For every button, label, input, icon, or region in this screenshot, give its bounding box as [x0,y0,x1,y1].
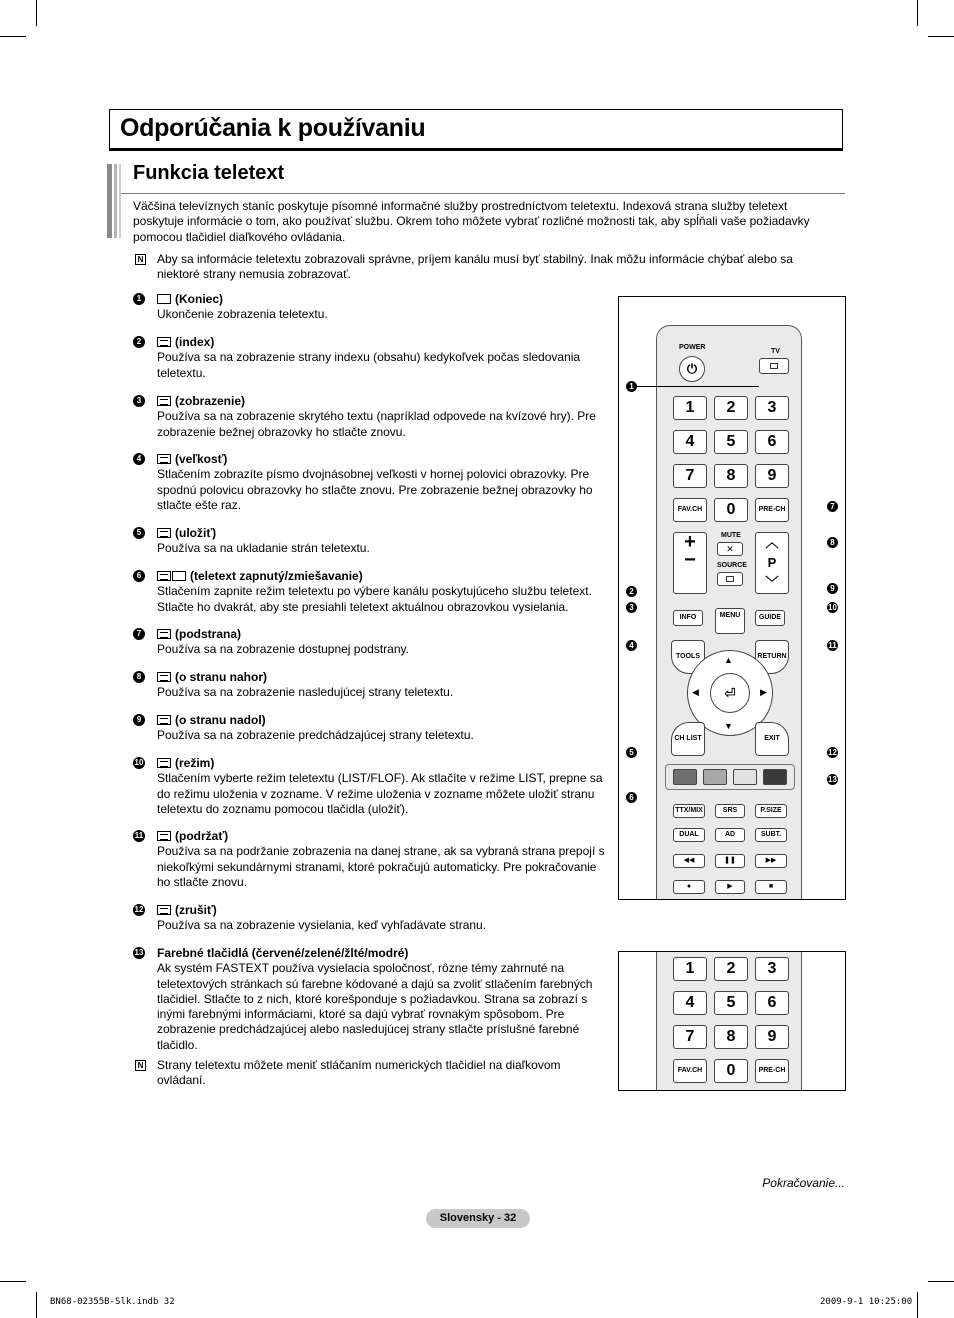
section-marker [107,164,121,238]
callout-marker: 1 [626,381,637,392]
crop-mark [36,0,37,26]
guide-button[interactable]: GUIDE [755,610,785,626]
item-heading: (o stranu nahor) [175,670,267,684]
left-arrow-icon[interactable]: ◀ [692,687,699,697]
item-heading: (zrušiť) [175,903,217,917]
item-description: Používa sa na zobrazenie dostupnej podstrany. [157,642,409,657]
section-divider [121,193,845,194]
item-number: 10 [134,758,144,767]
exit-button[interactable]: EXIT [755,722,789,756]
return-button[interactable]: RETURN [755,640,789,674]
menu-button[interactable]: MENU [715,608,745,634]
digit-8-button[interactable]: 8 [714,1025,748,1049]
item-heading: (index) [175,335,215,349]
item-description: Používa sa na zobrazenie skrytého textu (napríklad odpovede na kvízové hry). Pre zobrazenie bežnej obrazovky ho stlačte znovu. [157,409,596,439]
record-button[interactable]: ● [673,880,705,894]
mix-icon [172,571,186,581]
crop-mark [917,1292,918,1318]
remote-illustration [618,296,846,900]
continue-label: Pokračovanie... [762,1176,845,1190]
item-heading: (režim) [175,756,215,770]
print-file-info: BN68-02355B-Slk.indb 32 [50,1297,175,1307]
item-description: Používa sa na podržanie zobrazenia na danej strane, ak sa vybraná strana prepojí s niekoľkými sekundárnymi stranami, ktoré pokračujú automaticky. Pre pokračovanie ho stlačte znovu. [157,844,605,889]
item-description: Používa sa na ukladanie strán teletextu. [157,541,370,556]
callout-marker: 7 [827,501,838,512]
item-description: Používa sa na zobrazenie vysielania, keď vyhľadávate stranu. [157,918,487,933]
page-number-badge: Slovensky - 32 [426,1209,530,1228]
digit-2-button[interactable]: 2 [714,957,748,981]
callout-marker: 9 [827,583,838,594]
item-description: Ak systém FASTEXT používa vysielacia spoločnosť, rôzne témy zahrnuté na teletextových stránkach sú farebne kódované a dajú sa zvoliť stlačením farebných tlačidiel. Stlačte to z nich, ktoré korešponduje s požiadavkou. Strana sa zobrazí s inými farebnými informáciami, ktoré sa dajú vybrať rovnakým spôsobom. Pre zobrazenie predchádzajúcej alebo nasledujúcej strany stlačte príslušné farebné tlačidlo. [157,961,593,1052]
callout-marker: 2 [626,586,637,597]
stop-button[interactable]: ■ [755,880,787,894]
callout-marker: 6 [626,792,637,803]
item-number: 8 [133,671,145,683]
up-arrow-icon[interactable]: ▲ [724,655,733,665]
note-icon: N [135,254,146,265]
note-text: Strany teletextu môžete meniť stláčaním numerických tlačidiel na diaľkovom ovládaní. [157,1058,561,1088]
exit-teletext-icon [157,294,171,304]
item-description: Používa sa na zobrazenie strany indexu (obsahu) kedykoľvek počas sledovania teletextu. [157,350,581,380]
crop-mark [917,0,918,26]
fav-ch-button[interactable]: FAV.CH [673,498,707,522]
pre-ch-button[interactable]: PRE-CH [755,1059,789,1083]
item-heading: (teletext zapnutý/zmiešavanie) [190,569,363,583]
info-button[interactable]: INFO [673,610,703,626]
item-description: Stlačením zobrazíte písmo dvojnásobnej veľkosti v hornej polovici obrazovky. Pre spodnú polovicu obrazovky ho stlačte znovu. Pre zobrazenie bežnej obrazovky ho stlačte ešte raz. [157,467,593,512]
item-number: 12 [134,905,144,914]
callout-marker: 10 [828,603,837,612]
store-icon [157,528,171,538]
digit-5-button[interactable]: 5 [714,430,748,454]
source-button[interactable] [717,572,743,586]
callout-marker: 12 [828,748,837,757]
index-icon [157,337,171,347]
digit-1-button[interactable]: 1 [673,957,707,981]
digit-0-button[interactable]: 0 [714,498,748,522]
teletext-on-icon [157,571,171,581]
hold-icon [157,831,171,841]
digit-7-button[interactable]: 7 [673,464,707,488]
digit-6-button[interactable]: 6 [755,991,789,1015]
mode-icon [157,758,171,768]
pause-button[interactable]: ❚❚ [715,854,745,868]
item-description: Stlačením vyberte režim teletextu (LIST/FLOF). Ak stlačíte v režime LIST, prepne sa do režimu uloženia v zozname. V režime uloženia v zozname môžete uložiť stranu teletextu do zoznamu pomocou tlačidla (uložiť). [157,771,603,816]
item-number: 13 [134,948,144,957]
tv-button[interactable] [759,358,789,374]
crop-mark [0,36,26,37]
digit-2-button[interactable]: 2 [714,396,748,420]
p-size-button[interactable]: P.SIZE [755,804,787,818]
source-label: SOURCE [717,562,747,569]
digit-1-button[interactable]: 1 [673,396,707,420]
item-number: 6 [133,570,145,582]
item-number: 9 [133,714,145,726]
enter-button[interactable]: ⏎ [710,673,750,713]
title-box [109,109,843,149]
item-heading: (zobrazenie) [175,394,246,408]
crop-mark [0,1281,26,1282]
blue-key[interactable] [763,769,787,785]
item-number: 11 [134,831,144,840]
item-description: Používa sa na zobrazenie nasledujúcej strany teletextu. [157,685,454,700]
ttx-mix-button[interactable]: TTX/MIX [673,804,705,818]
keypad-body [656,951,802,1091]
callout-marker: 4 [626,640,637,651]
keypad-illustration [618,951,846,1091]
digit-3-button[interactable]: 3 [755,396,789,420]
right-arrow-icon[interactable]: ▶ [760,687,767,697]
cancel-icon [157,905,171,915]
print-date-info: 2009-9-1 10:25:00 [820,1297,913,1307]
item-description: Ukončenie zobrazenia teletextu. [157,307,328,322]
color-keys-row [665,764,795,790]
callout-marker: 8 [827,537,838,548]
red-key[interactable] [673,769,697,785]
ch-list-button[interactable]: CH LIST [671,722,705,756]
item-number: 3 [133,395,145,407]
item-number: 7 [133,628,145,640]
crop-mark [928,1281,954,1282]
green-key[interactable] [703,769,727,785]
digit-5-button[interactable]: 5 [714,991,748,1015]
fav-ch-button[interactable]: FAV.CH [673,1059,707,1083]
play-button[interactable]: ▶ [715,880,745,894]
channel-rocker[interactable]: ︿ P ﹀ [755,532,789,594]
mute-label: MUTE [721,532,741,539]
intro-paragraph: Väčšina televíznych staníc poskytuje písomné informačné služby prostredníctvom teletextu. Indexová strana služby teletext poskytuje informácie o tom, ako používať službu. Okrem toho môžete vybrať rozličné možnosti tak, aby spĺňali vaše požiadavky pomocou tlačidiel diaľkového ovládania. [133,199,810,244]
note-text: Aby sa informácie teletextu zobrazovali správne, príjem kanálu musí byť stabilný. Inak môžu informácie chýbať alebo sa niektoré strany nemusia zobrazovať. [157,252,793,282]
power-label: POWER [679,344,706,351]
crop-mark [36,1292,37,1318]
callout-marker: 5 [626,747,637,758]
pre-ch-button[interactable]: PRE-CH [755,498,789,522]
item-description: Používa sa na zobrazenie predchádzajúcej strany teletextu. [157,728,474,743]
subpage-icon [157,629,171,639]
ad-button[interactable]: AD [715,828,745,842]
item-number: 4 [133,453,145,465]
callout-line [637,386,759,387]
item-heading: (podržať) [175,829,229,843]
item-number: 5 [133,527,145,539]
size-icon [157,454,171,464]
dual-button[interactable]: DUAL [673,828,705,842]
remote-body [656,325,802,900]
callout-marker: 11 [828,641,837,650]
item-heading: (veľkosť) [175,452,228,466]
yellow-key[interactable] [733,769,757,785]
item-heading: (o stranu nadol) [175,713,266,727]
item-description: Stlačením zapnite režim teletextu po výbere kanálu poskytujúceho službu teletext. Stlačte ho dvakrát, aby ste presiahli teletext aktuálnou obrazovkou vysielania. [157,584,592,614]
digit-4-button[interactable]: 4 [673,430,707,454]
page-title: Odporúčania k používaniu [120,114,426,142]
note-icon: N [135,1060,146,1071]
reveal-icon [157,396,171,406]
mute-button[interactable]: ✕ [717,542,743,556]
page-down-icon [157,715,171,725]
item-heading: (podstrana) [175,627,241,641]
callout-marker: 13 [828,775,837,784]
item-heading: (Koniec) [175,292,223,306]
item-number: 2 [133,336,145,348]
rewind-button[interactable]: ◀◀ [673,854,705,868]
fast-forward-button[interactable]: ▶▶ [755,854,787,868]
tools-button[interactable]: TOOLS [671,640,705,674]
page-up-icon [157,672,171,682]
item-heading: Farebné tlačidlá (červené/zelené/žlté/modré) [157,946,409,960]
digit-9-button[interactable]: 9 [755,464,789,488]
subt-button[interactable]: SUBT. [755,828,787,842]
down-arrow-icon[interactable]: ▼ [724,721,733,731]
item-number: 1 [133,293,145,305]
srs-button[interactable]: SRS [715,804,745,818]
section-title: Funkcia teletext [133,162,285,184]
tv-label: TV [771,348,780,355]
digit-8-button[interactable]: 8 [714,464,748,488]
digit-7-button[interactable]: 7 [673,1025,707,1049]
digit-3-button[interactable]: 3 [755,957,789,981]
digit-4-button[interactable]: 4 [673,991,707,1015]
callout-marker: 3 [626,602,637,613]
power-button[interactable]: ⏻ [679,356,705,382]
volume-rocker[interactable]: + − [673,532,707,594]
crop-mark [928,36,954,37]
item-heading: (uložiť) [175,526,217,540]
digit-0-button[interactable]: 0 [714,1059,748,1083]
digit-9-button[interactable]: 9 [755,1025,789,1049]
digit-6-button[interactable]: 6 [755,430,789,454]
